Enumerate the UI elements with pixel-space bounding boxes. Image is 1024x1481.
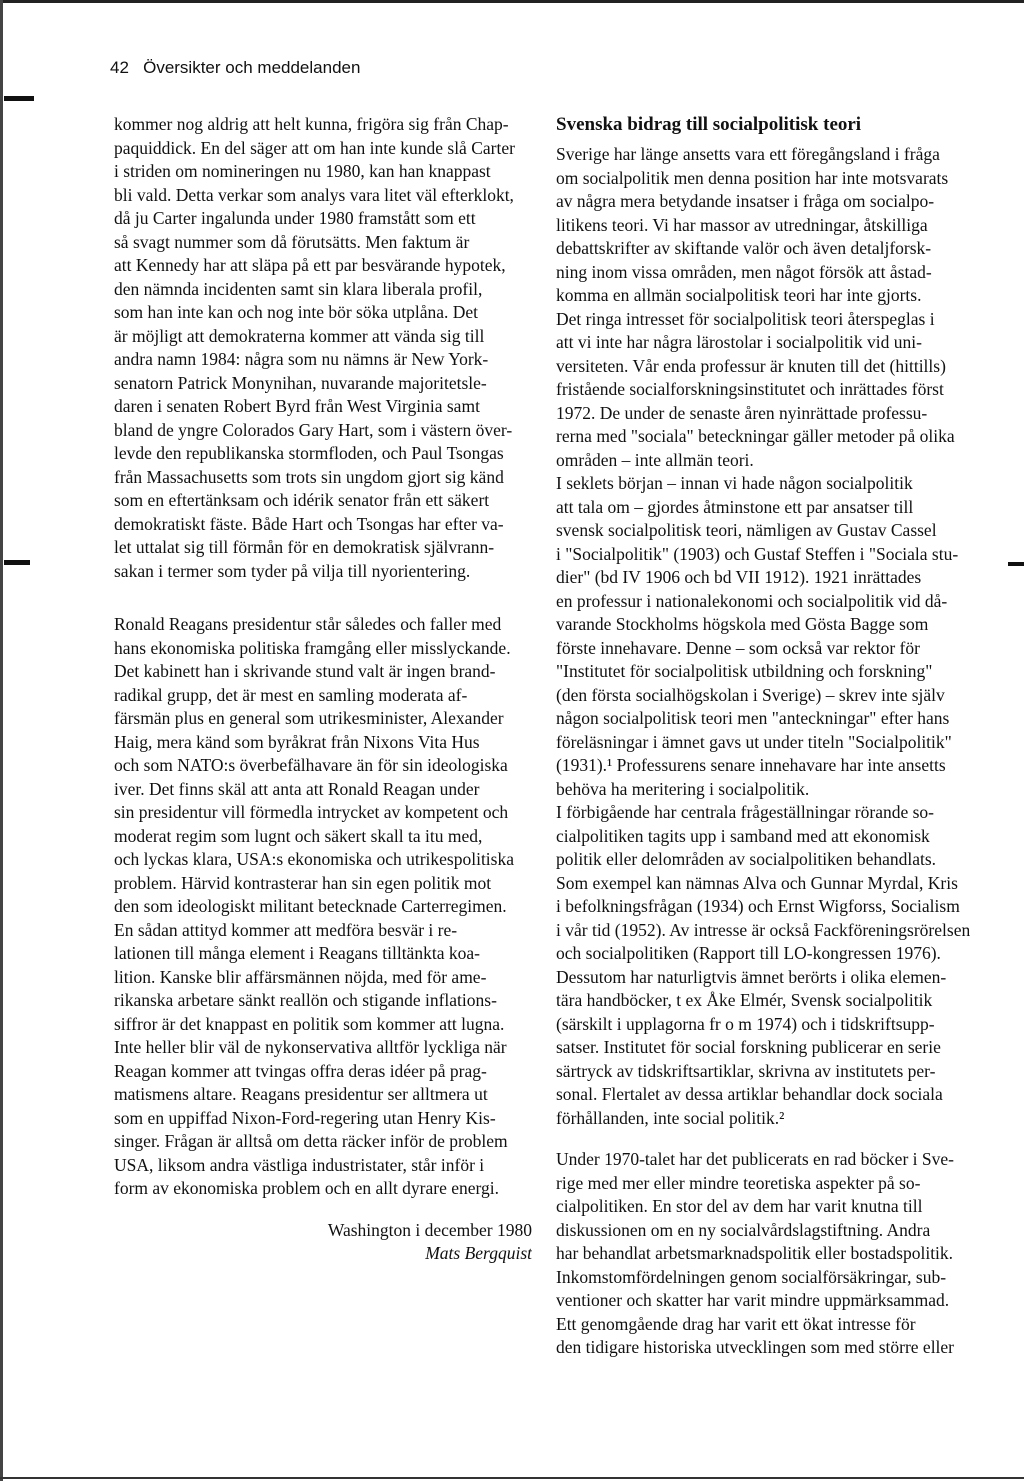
text-line: satser. Institutet för social forskning publicerar en serie [556, 1037, 941, 1057]
text-line: lationen till många element i Reagans tilltänkta koa- [114, 943, 480, 963]
text-line: Inkomstomfördelningen genom socialförsäkringar, sub- [556, 1266, 947, 1287]
text-line: den som ideologiskt militant betecknade Carterregimen. [114, 896, 507, 916]
text-line: senatorn Patrick Monynihan, nuvarande majoritetsle- [114, 372, 487, 393]
text-line: paquiddick. En del säger att om han inte kunde slå Carter [114, 137, 515, 158]
text-line: i "Socialpolitik" (1903) och Gustaf Steffen i "Sociala stu- [556, 543, 959, 564]
text-line: daren i senaten Robert Byrd från West Virginia samt [114, 396, 480, 416]
text-line: och socialpolitiken (Rapport till LO-kongressen 1976). [556, 943, 941, 963]
section-title: Översikter och meddelanden [143, 58, 361, 77]
text-line: Under 1970-talet har det publicerats en rad böcker i Sve- [556, 1149, 954, 1169]
text-line: Haig, mera känd som byråkrat från Nixons Vita Hus [114, 731, 480, 752]
article-body [556, 143, 980, 1130]
text-line: 1972. De under de senaste åren nyinrättade professu- [556, 402, 928, 423]
text-line: Dessutom har naturligtvis ämnet berörts i olika elemen- [556, 966, 947, 987]
text-line: är möjligt att demokraterna kommer att vända sig till [114, 325, 485, 346]
text-line: kommer nog aldrig att helt kunna, frigöra sig från Chap- [114, 114, 509, 134]
text-line: politik eller delområden av socialpolitiken behandlats. [556, 849, 937, 869]
text-line: en professur i nationalekonomi och socialpolitik vid då- [556, 590, 948, 611]
scan-mark [4, 96, 34, 101]
text-line: singer. Frågan är alltså om detta räcker inför de problem [114, 1131, 508, 1151]
running-head [110, 58, 360, 78]
text-line: komma en allmän socialpolitisk teori har inte gjorts. [556, 285, 922, 305]
text-line: som han inte kan och nog inte bör söka utplåna. Det [114, 302, 479, 322]
text-line: så svagt nummer som då förutsätts. Men faktum är [114, 231, 470, 252]
text-line: radikal grupp, det är mest en samling moderata af- [114, 684, 468, 705]
text-line: i vår tid (1952). Av intresse är också Fackföreningsrörelsen [556, 919, 971, 940]
text-line: versiteten. Vår enda professur är knuten till det (hittills) [556, 355, 946, 376]
text-line: ning inom vissa områden, men något försök att åstad- [556, 261, 932, 282]
text-line: från Massachusetts som trots sin ungdom gjort sig känd [114, 466, 504, 487]
text-line: rerna med "sociala" beteckningar gäller metoder på olika [556, 426, 955, 446]
text-line: levde den republikanska stormfloden, och Paul Tsongas [114, 443, 504, 463]
text-line: någon socialpolitisk teori men "anteckningar" efter hans [556, 708, 950, 728]
text-line: Inte heller blir väl de nykonservativa alltför lyckliga när [114, 1037, 507, 1057]
text-line: föreläsningar i ämnet gavs ut under titeln "Socialpolitik" [556, 731, 952, 752]
text-line: av några mera betydande insatser i fråga om socialpo- [556, 191, 935, 211]
text-line: färsmän plus en general som utrikesminister, Alexander [114, 708, 504, 728]
text-line: debattskrifter av skiftande valör och även detaljforsk- [556, 238, 932, 258]
text-line: i befolkningsfrågan (1934) och Ernst Wigforss, Socialism [556, 896, 960, 916]
text-line: fristående socialforskningsinstitutet och inrättades först [556, 379, 944, 399]
text-line: bland de yngre Colorados Gary Hart, som i västern över- [114, 419, 513, 440]
text-line: rige med mer eller mindre teoretiska aspekter på so- [556, 1172, 921, 1193]
text-line: matismens altare. Reagans presidentur ser alltmera ut [114, 1084, 488, 1104]
text-line: då ju Carter ingalunda under 1980 framstått som ett [114, 208, 476, 228]
text-line: Ett genomgående drag har varit ett ökat intresse för [556, 1313, 916, 1334]
text-line: som en uppiffad Nixon-Ford-regering utan Henry Kis- [114, 1107, 496, 1128]
text-line: sin presidentur vill förmedla intrycket av kompetent och [114, 802, 509, 822]
scan-mark [4, 560, 30, 565]
right-column [556, 113, 980, 1360]
article-heading: Svenska bidrag till socialpolitisk teori [556, 114, 862, 135]
text-line: Som exempel kan nämnas Alva och Gunnar Myrdal, Kris [556, 872, 958, 893]
text-line: cialpolitiken. En stor del av dem har varit knutna till [556, 1196, 923, 1216]
text-line: I förbigående har centrala frågeställningar rörande so- [556, 802, 935, 822]
page-top-border [0, 0, 1024, 3]
text-line: tära handböcker, t ex Åke Elmér, Svensk socialpolitik [556, 990, 933, 1010]
text-line: andra namn 1984: några som nu nämns är New York- [114, 349, 489, 369]
text-line: diskussionen om en ny socialvårdslagstiftning. Andra [556, 1219, 931, 1240]
text-line: att Kennedy har att släpa på ett par besvärande hypotek, [114, 255, 506, 275]
scan-mark [1008, 562, 1024, 566]
text-line: siffror är det knappast en politik som kommer att lugna. [114, 1013, 505, 1034]
text-line: sonal. Flertalet av dessa artiklar behandlar dock sociala [556, 1084, 943, 1104]
text-line: har behandlat arbetsmarknadspolitik eller bostadspolitik. [556, 1243, 954, 1263]
text-line: rikanska arbetare sänkt reallön och stigande inflations- [114, 990, 497, 1010]
text-line: problem. Härvid kontrasterar han sin egen politik mot [114, 872, 492, 893]
text-line: "Institutet för socialpolitisk utbildning och forskning" [556, 661, 933, 681]
signature-place: Washington i december 1980 [327, 1219, 532, 1240]
text-line: I seklets början – innan vi hade någon socialpolitik [556, 473, 913, 493]
text-line: sakan i termer som tyder på vilja till nyorientering. [114, 560, 471, 581]
text-line: förhållanden, inte social politik.² [556, 1107, 785, 1128]
text-line: Det kabinett han i skrivande stund valt är ingen brand- [114, 661, 496, 681]
text-line: ventioner och skatter har varit mindre uppmärksammad. [556, 1290, 950, 1310]
text-line: och lyckas klara, USA:s ekonomiska och utrikespolitiska [114, 849, 514, 869]
text-line: lition. Kanske blir affärsmännen nöjda, med för ame- [114, 966, 487, 987]
text-line: demokratiskt fäste. Både Hart och Tsongas har efter va- [114, 513, 504, 534]
text-line: hans ekonomiska politiska framgång eller misslyckande. [114, 637, 511, 658]
text-line: (särskilt i upplagorna fr o m 1974) och i tidskriftsupp- [556, 1013, 935, 1034]
text-line: Sverige har länge ansetts vara ett föregångsland i fråga [556, 144, 940, 164]
page-left-border [0, 0, 3, 1481]
text-line: behöva ha meritering i socialpolitik. [556, 778, 810, 799]
article-body-continued [556, 1148, 980, 1360]
text-line: områden – inte allmän teori. [556, 449, 754, 470]
signature-gap [114, 1201, 532, 1219]
text-line: form av ekonomiska problem och en allt dyrare energi. [114, 1178, 500, 1198]
text-line: om socialpolitik men denna position har inte motsvarats [556, 167, 949, 188]
text-line: cialpolitiken tagits upp i samband med att ekonomisk [556, 825, 930, 846]
page-bottom-border [0, 1477, 1024, 1479]
left-column [114, 113, 532, 1266]
text-line: förste innehavare. Denne – som också var rektor för [556, 637, 920, 658]
text-line: att tala om – gjordes åtminstone ett par ansatser till [556, 496, 914, 517]
text-line: En sådan attityd kommer att medföra besvär i re- [114, 919, 458, 940]
text-line: Reagan kommer att tvingas offra deras idéer på prag- [114, 1060, 487, 1081]
signature-author: Mats Bergquist [425, 1243, 532, 1263]
text-line: (1931).¹ Professurens senare innehavare har inte ansetts [556, 755, 946, 775]
text-line: som en eftertänksam och idérik senator från ett säkert [114, 490, 490, 510]
text-line: (den första socialhögskolan i Sverige) – skrev inte själv [556, 684, 945, 705]
text-line: att vi inte har några lärostolar i socialpolitik vid uni- [556, 332, 922, 352]
section-gap [114, 583, 532, 613]
text-line: den tidigare historiska utvecklingen som med större eller [556, 1337, 955, 1357]
text-line: varande Stockholms högskola med Gösta Bagge som [556, 614, 929, 634]
text-line: svensk socialpolitisk teori, nämligen av Gustav Cassel [556, 520, 937, 540]
text-line: iver. Det finns skäl att anta att Ronald Reagan under [114, 778, 480, 799]
text-line: och som NATO:s överbefälhavare än för sin ideologiska [114, 755, 508, 775]
text-line: USA, liksom andra västliga industristater, står inför i [114, 1154, 485, 1175]
page-number: 42 [110, 58, 129, 77]
article-continuation [114, 113, 532, 583]
text-line: den nämnda incidenten samt sin klara liberala profil, [114, 278, 483, 299]
text-line: let uttalat sig till förmån för en demokratisk självrann- [114, 537, 495, 557]
text-line: litikens teori. Vi har massor av utredningar, åtskilliga [556, 214, 928, 235]
text-line: dier" (bd IV 1906 och bd VII 1912). 1921 inrättades [556, 567, 922, 587]
section-gap [556, 1130, 980, 1148]
text-line: särtryck av tidskriftsartiklar, skrivna av institutets per- [556, 1060, 936, 1081]
text-line: i striden om nomineringen nu 1980, kan han knappast [114, 161, 491, 181]
text-line: bli vald. Detta verkar som analys vara litet väl efterklokt, [114, 184, 514, 205]
article-body [114, 613, 532, 1201]
text-line: moderat regim som lugnt och säkert skall ta itu med, [114, 825, 483, 846]
text-line: Det ringa intresset för socialpolitisk teori återspeglas i [556, 308, 935, 329]
text-line: Ronald Reagans presidentur står således och faller med [114, 614, 502, 634]
